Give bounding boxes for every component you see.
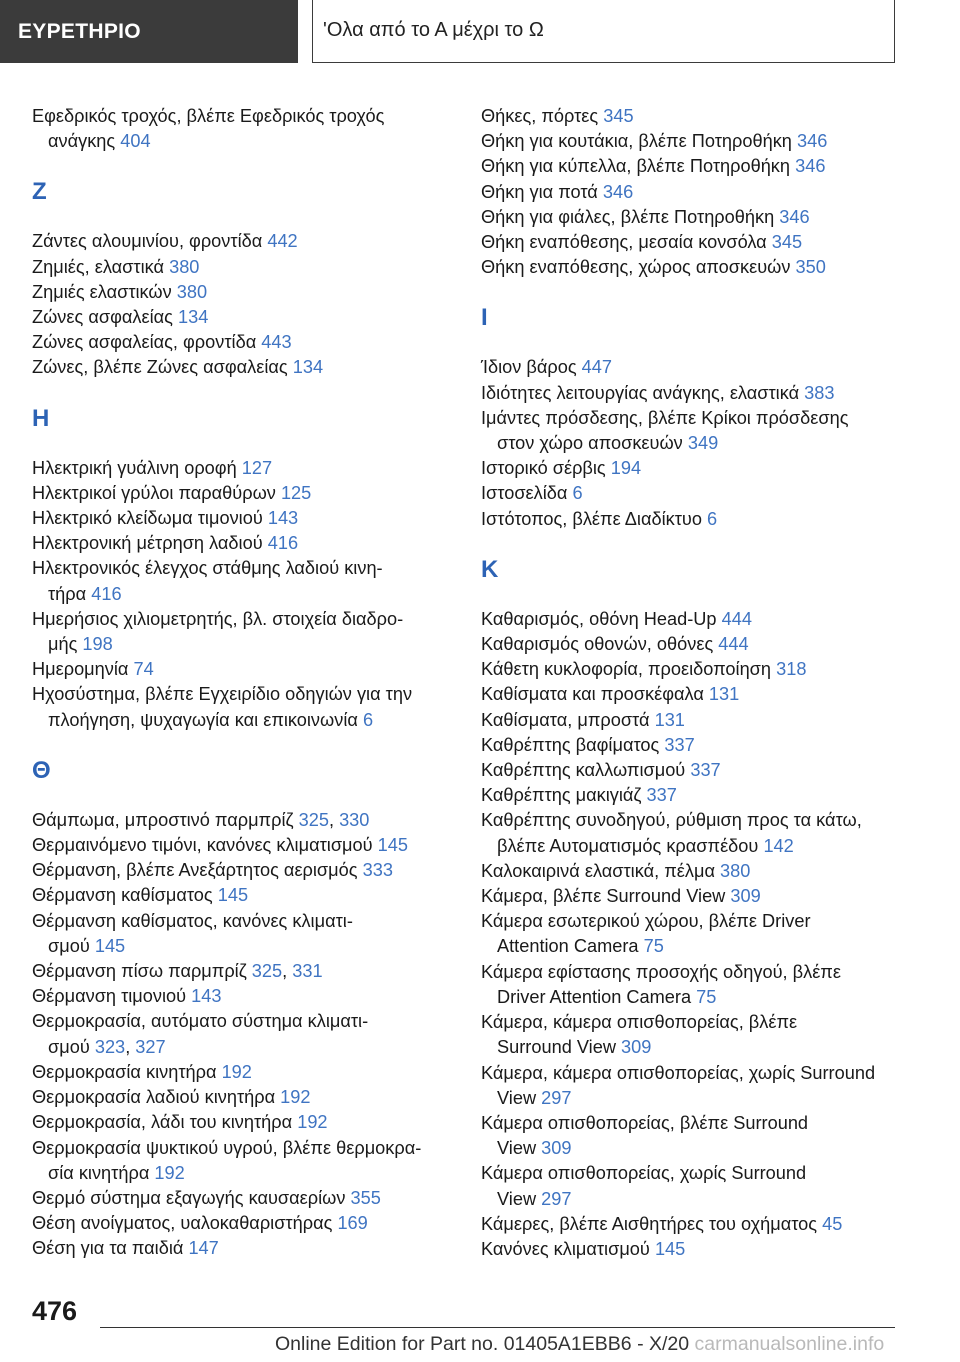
index-letter-heading: Ζ bbox=[32, 178, 47, 206]
index-letter-heading: Κ bbox=[481, 555, 499, 583]
index-entry: Θερμοκρασία, αυτόματο σύστημα κλιματι- σμού 323, 327 bbox=[32, 1011, 369, 1057]
page-reference-link[interactable]: 169 bbox=[337, 1213, 368, 1234]
entry-text: Κάμερα, βλέπε Surround View bbox=[481, 886, 726, 907]
entry-text: Θήκη εναπόθεσης, χώρος αποσκευών bbox=[481, 257, 791, 278]
entry-text: Ηχοσύστημα, βλέπε Εγχειρίδιο οδηγιών για την bbox=[32, 684, 413, 705]
index-entry bbox=[481, 1111, 921, 1161]
index-entry bbox=[481, 758, 921, 783]
entry-text: Θερμαινόμενο τιμόνι, κανόνες κλιματισμού bbox=[32, 835, 373, 856]
entry-text: Καθρέπτης βαφίματος bbox=[481, 734, 660, 755]
footer-text bbox=[275, 1333, 884, 1356]
index-entry bbox=[32, 1211, 472, 1236]
entry-text: Καθίσματα και προσκέφαλα bbox=[481, 684, 704, 705]
page-reference-link[interactable]: 337 bbox=[646, 785, 677, 806]
entry-text: Ζάντες αλουμινίου, φροντίδα bbox=[32, 231, 263, 252]
entry-text: Θερμό σύστημα εξαγωγής καυσαερίων bbox=[32, 1187, 346, 1208]
index-entry bbox=[481, 507, 921, 532]
index-entry bbox=[32, 883, 472, 908]
index-entry bbox=[481, 859, 921, 884]
page-reference-link[interactable]: 404 bbox=[120, 131, 151, 152]
index-entry bbox=[481, 180, 921, 205]
entry-text: Ζώνες ασφαλείας, φροντίδα bbox=[32, 332, 257, 353]
page-reference-link[interactable]: 337 bbox=[690, 760, 721, 781]
entry-text: σμού bbox=[48, 935, 90, 956]
entry-text: Ηλεκτρική γυάλινη οροφή bbox=[32, 457, 237, 478]
index-entry bbox=[481, 255, 921, 280]
entry-text: Θέρμανση πίσω παρμπρίζ bbox=[32, 961, 247, 982]
index-entry bbox=[32, 657, 472, 682]
page-reference-link[interactable]: 192 bbox=[221, 1061, 252, 1082]
index-entry bbox=[32, 1060, 472, 1085]
index-entry bbox=[481, 1161, 921, 1211]
entry-text: Ιστοσελίδα bbox=[481, 483, 568, 504]
page-reference-link[interactable]: 383 bbox=[804, 382, 835, 403]
page-reference-link[interactable]: 447 bbox=[581, 357, 613, 378]
page-reference-link[interactable]: 345 bbox=[771, 232, 803, 253]
index-entry bbox=[481, 1237, 921, 1262]
page-reference-link[interactable]: 198 bbox=[82, 634, 113, 655]
index-entry bbox=[481, 682, 921, 707]
entry-text: Θερμοκρασία κινητήρα bbox=[32, 1061, 217, 1082]
entry-text: Καθίσματα, μπροστά bbox=[481, 709, 650, 730]
page-reference-link[interactable]: 192 bbox=[154, 1162, 185, 1183]
index-entry bbox=[481, 456, 921, 481]
page-reference-link[interactable]: 143 bbox=[191, 986, 222, 1007]
entry-text: βλέπε Αυτοματισμός κρασπέδου bbox=[497, 835, 759, 856]
index-entry bbox=[32, 1085, 472, 1110]
entry-text: Θήκη για ποτά bbox=[481, 181, 598, 202]
entry-text: σμού bbox=[48, 1036, 90, 1057]
index-entry bbox=[481, 632, 921, 657]
entry-text: Ζώνες, βλέπε Ζώνες ασφαλείας bbox=[32, 357, 288, 378]
section-subtitle: 'Ολα από το Α μέχρι το Ω bbox=[312, 0, 895, 63]
index-entry bbox=[32, 229, 472, 254]
entry-text: Ηλεκτρικό κλείδωμα τιμονιού bbox=[32, 508, 263, 529]
index-entry bbox=[32, 556, 472, 606]
page-reference-link[interactable]: 318 bbox=[776, 659, 807, 680]
page-reference-link[interactable]: 416 bbox=[267, 533, 299, 554]
index-entry bbox=[481, 230, 921, 255]
page-reference-link[interactable]: 192 bbox=[297, 1112, 328, 1133]
page-reference-link[interactable]: 45 bbox=[822, 1213, 843, 1234]
entry-text: Κάθετη κυκλοφορία, προειδοποίηση bbox=[481, 659, 772, 680]
entry-text: Surround View bbox=[497, 1037, 616, 1058]
page-reference-link[interactable]: 194 bbox=[610, 458, 642, 479]
index-letter-heading: Ι bbox=[481, 304, 488, 332]
page-reference-link[interactable]: 127 bbox=[241, 457, 273, 478]
entry-text: Κανόνες κλιματισμού bbox=[481, 1238, 650, 1259]
index-entry bbox=[481, 909, 921, 959]
index-entry bbox=[32, 506, 472, 531]
page-reference-link[interactable]: 74 bbox=[133, 659, 154, 680]
entry-text: Θήκη για κουτάκια, βλέπε Ποτηροθήκη bbox=[481, 131, 792, 152]
entry-text: Θήκη για κύπελλα, βλέπε Ποτηροθήκη bbox=[481, 156, 791, 177]
entry-text: Θήκη εναπόθεσης, μεσαία κονσόλα bbox=[481, 232, 767, 253]
page-reference-link[interactable]: 297 bbox=[541, 1087, 572, 1108]
page-reference-link[interactable]: 346 bbox=[795, 156, 826, 177]
entry-text: Ιστορικό σέρβις bbox=[481, 458, 606, 479]
page-reference-link[interactable]: 75 bbox=[643, 936, 664, 957]
page-reference-link[interactable]: 147 bbox=[188, 1238, 219, 1259]
page-reference-link[interactable]: 143 bbox=[267, 508, 299, 529]
page-reference-link[interactable]: 337 bbox=[664, 734, 695, 755]
entry-text: Ζημιές, ελαστικά bbox=[32, 256, 165, 277]
index-entry bbox=[481, 607, 921, 632]
page-reference-link[interactable]: 442 bbox=[267, 231, 298, 252]
entry-text: Θέρμανση καθίσματος, κανόνες κλιματι- bbox=[32, 910, 353, 931]
entry-text: στον χώρο αποσκευών bbox=[497, 433, 683, 454]
page-reference-link[interactable]: 142 bbox=[763, 835, 794, 856]
index-entry: Θάμπωμα, μπροστινό παρμπρίζ 325, 330 bbox=[32, 809, 370, 830]
page-reference-link[interactable]: 192 bbox=[280, 1087, 311, 1108]
index-entry: Θέρμανση πίσω παρμπρίζ 325, 331 bbox=[32, 961, 323, 982]
index-entry bbox=[32, 1186, 472, 1211]
page-reference-link[interactable]: 345 bbox=[603, 106, 634, 126]
entry-text: Κάμερα εφίστασης προσοχής οδηγού, βλέπε bbox=[481, 961, 841, 982]
index-entry bbox=[481, 884, 921, 909]
page-reference-link[interactable]: 380 bbox=[169, 256, 200, 277]
page-reference-link[interactable]: 380 bbox=[720, 860, 751, 881]
index-entry bbox=[32, 833, 472, 858]
index-entry bbox=[481, 154, 921, 179]
page-reference-link[interactable]: 444 bbox=[721, 608, 752, 629]
watermark: carmanualsonline.info bbox=[694, 1333, 885, 1355]
page-reference-link[interactable]: 145 bbox=[94, 935, 126, 956]
index-entry bbox=[481, 205, 921, 230]
index-entry bbox=[481, 733, 921, 758]
entry-text: Θέση ανοίγματος, υαλοκαθαριστήρας bbox=[32, 1213, 333, 1234]
entry-text: Ημερήσιος χιλιομετρητής, βλ. στοιχεία διαδρο- bbox=[32, 608, 404, 629]
entry-text: View bbox=[497, 1138, 537, 1159]
entry-text: Θήκες, πόρτες bbox=[481, 106, 599, 126]
page-reference-link[interactable]: 134 bbox=[292, 357, 324, 378]
entry-text: Θήκη για φιάλες, βλέπε Ποτηροθήκη bbox=[481, 206, 775, 227]
index-entry bbox=[481, 657, 921, 682]
entry-text: Κάμερα οπισθοπορείας, βλέπε Surround bbox=[481, 1112, 809, 1133]
index-entry bbox=[32, 682, 472, 732]
index-entry bbox=[481, 381, 921, 406]
entry-text: Εφεδρικός τροχός, βλέπε Εφεδρικός τροχός bbox=[32, 106, 385, 126]
entry-text: Θέρμανση, βλέπε Ανεξάρτητος αερισμός bbox=[32, 860, 358, 881]
entry-text: Θέρμανση τιμονιού bbox=[32, 986, 187, 1007]
entry-text: Ηλεκτρικοί γρύλοι παραθύρων bbox=[32, 482, 276, 503]
page-reference-link[interactable]: 350 bbox=[795, 257, 826, 278]
page-reference-link[interactable]: 145 bbox=[377, 835, 409, 856]
page-reference-link[interactable]: 444 bbox=[718, 634, 749, 655]
page-reference-link[interactable]: 346 bbox=[796, 131, 828, 152]
index-entry bbox=[32, 255, 472, 280]
entry-text: Θερμοκρασία, αυτόματο σύστημα κλιματι- bbox=[32, 1011, 369, 1032]
entry-text: Καθρέπτης μακιγιάζ bbox=[481, 785, 642, 806]
page-reference-link[interactable]: 416 bbox=[91, 583, 122, 604]
entry-text: Ζώνες ασφαλείας bbox=[32, 307, 173, 328]
page-reference-link[interactable]: 323 bbox=[94, 1036, 126, 1057]
index-entry bbox=[32, 1136, 472, 1186]
index-letter-heading: Θ bbox=[32, 756, 51, 784]
page-reference-link[interactable]: 6 bbox=[362, 709, 374, 730]
index-entry bbox=[32, 858, 472, 883]
entry-text: μής bbox=[48, 634, 78, 655]
entry-text: Κάμερες, βλέπε Αισθητήρες του οχήματος bbox=[481, 1213, 818, 1234]
page-reference-link[interactable]: 6 bbox=[707, 508, 718, 529]
entry-text: Καθαρισμός, οθόνη Head-Up bbox=[481, 608, 717, 629]
index-column-right bbox=[481, 104, 921, 1262]
index-entry bbox=[32, 607, 472, 657]
index-entry bbox=[481, 960, 921, 1010]
page-reference-link[interactable]: 297 bbox=[541, 1188, 572, 1209]
entry-text: Θερμοκρασία, λάδι του κινητήρα bbox=[32, 1112, 293, 1133]
page-reference-link[interactable]: 327 bbox=[135, 1036, 166, 1057]
index-entry bbox=[32, 481, 472, 506]
entry-text: ανάγκης bbox=[48, 131, 116, 152]
index-entry bbox=[481, 708, 921, 733]
index-entry bbox=[481, 481, 921, 506]
entry-text: σία κινητήρα bbox=[48, 1162, 150, 1183]
index-entry bbox=[32, 280, 472, 305]
page-reference-link[interactable]: 355 bbox=[350, 1187, 381, 1208]
page-number: 476 bbox=[32, 1296, 78, 1326]
entry-text: Θέρμανση καθίσματος bbox=[32, 885, 213, 906]
entry-text: View bbox=[497, 1188, 537, 1209]
entry-text: Θερμοκρασία λαδιού κινητήρα bbox=[32, 1087, 276, 1108]
entry-text: Ημερομηνία bbox=[32, 659, 129, 680]
index-entry bbox=[32, 305, 472, 330]
page-reference-link[interactable]: 380 bbox=[176, 281, 208, 302]
page-reference-link[interactable]: 325 bbox=[251, 961, 283, 982]
entry-text: Θάμπωμα, μπροστινό παρμπρίζ bbox=[32, 809, 294, 830]
page-reference-link[interactable]: 131 bbox=[654, 709, 685, 730]
page-reference-link[interactable]: 145 bbox=[217, 885, 249, 906]
page-reference-link[interactable]: 131 bbox=[708, 684, 740, 705]
page-reference-link[interactable]: 331 bbox=[292, 961, 323, 982]
index-entry bbox=[32, 531, 472, 556]
entry-text: Κάμερα, κάμερα οπισθοπορείας, βλέπε bbox=[481, 1012, 798, 1033]
entry-text: Attention Camera bbox=[497, 936, 639, 957]
index-entry bbox=[32, 1236, 472, 1261]
index-entry bbox=[481, 129, 921, 154]
entry-text: Καθρέπτης καλλωπισμού bbox=[481, 760, 686, 781]
page-reference-link[interactable]: 346 bbox=[602, 181, 634, 202]
entry-text: Ηλεκτρονική μέτρηση λαδιού bbox=[32, 533, 263, 554]
index-entry bbox=[32, 456, 472, 481]
index-entry bbox=[481, 406, 921, 456]
entry-text: Καθρέπτης συνοδηγού, ρύθμιση προς τα κάτω, bbox=[481, 810, 862, 831]
index-entry bbox=[32, 984, 472, 1009]
page-reference-link[interactable]: 330 bbox=[339, 809, 370, 830]
entry-text: Θέση για τα παιδιά bbox=[32, 1238, 184, 1259]
entry-text: Καλοκαιρινά ελαστικά, πέλμα bbox=[481, 860, 715, 881]
section-title: ΕΥΡΕΤΗΡΙΟ bbox=[0, 0, 298, 63]
footer-divider bbox=[100, 1327, 895, 1328]
page-reference-link[interactable]: 134 bbox=[177, 307, 209, 328]
entry-text: Ηλεκτρονικός έλεγχος στάθμης λαδιού κινη- bbox=[32, 558, 383, 579]
entry-text: View bbox=[497, 1087, 537, 1108]
entry-text: Κάμερα εσωτερικού χώρου, βλέπε Driver bbox=[481, 911, 811, 932]
index-column-left bbox=[32, 104, 472, 1262]
entry-text: τήρα bbox=[48, 583, 87, 604]
page-reference-link[interactable]: 333 bbox=[362, 860, 393, 881]
index-entry bbox=[481, 1212, 921, 1237]
page-reference-link[interactable]: 6 bbox=[572, 483, 583, 504]
entry-text: Ιδιότητες λειτουργίας ανάγκης, ελαστικά bbox=[481, 382, 800, 403]
index-letter-heading: Η bbox=[32, 404, 50, 432]
entry-text: Ζημιές ελαστικών bbox=[32, 281, 172, 302]
edition-text: Online Edition for Part no. 01405A1EBB6 - X/20 bbox=[275, 1333, 690, 1355]
entry-text: Καθαρισμός οθονών, οθόνες bbox=[481, 634, 714, 655]
index-entry bbox=[32, 1110, 472, 1135]
page-reference-link[interactable]: 309 bbox=[621, 1037, 652, 1058]
page-reference-link[interactable]: 349 bbox=[687, 433, 719, 454]
index-entry bbox=[32, 330, 472, 355]
index-entry bbox=[32, 909, 472, 959]
entry-text: Ιμάντες πρόσδεσης, βλέπε Κρίκοι πρόσδεσης bbox=[481, 407, 849, 428]
index-entry bbox=[32, 104, 472, 154]
entry-text: Κάμερα οπισθοπορείας, χωρίς Surround bbox=[481, 1163, 807, 1184]
page-reference-link[interactable]: 443 bbox=[261, 332, 292, 353]
page-reference-link[interactable]: 346 bbox=[779, 206, 810, 227]
index-entry bbox=[481, 104, 921, 129]
entry-text: Κάμερα, κάμερα οπισθοπορείας, χωρίς Surround bbox=[481, 1062, 876, 1083]
index-entry bbox=[481, 1010, 921, 1060]
entry-text: Θερμοκρασία ψυκτικού υγρού, βλέπε θερμοκρα- bbox=[32, 1137, 422, 1158]
entry-text: Ιστότοπος, βλέπε Διαδίκτυο bbox=[481, 508, 702, 529]
page-reference-link[interactable]: 325 bbox=[298, 809, 329, 830]
entry-text: Ίδιον βάρος bbox=[481, 357, 577, 378]
index-entry bbox=[481, 355, 921, 380]
page-reference-link[interactable]: 309 bbox=[541, 1138, 572, 1159]
index-entry bbox=[481, 783, 921, 808]
entry-text: Driver Attention Camera bbox=[497, 986, 692, 1007]
page-reference-link[interactable]: 145 bbox=[654, 1238, 686, 1259]
page-reference-link[interactable]: 75 bbox=[696, 986, 717, 1007]
index-entry bbox=[481, 808, 921, 858]
page-reference-link[interactable]: 125 bbox=[280, 482, 312, 503]
entry-text: πλοήγηση, ψυχαγωγία και επικοινωνία bbox=[48, 709, 358, 730]
index-entry bbox=[481, 1061, 921, 1111]
index-entry bbox=[32, 355, 472, 380]
page-reference-link[interactable]: 309 bbox=[730, 886, 761, 907]
